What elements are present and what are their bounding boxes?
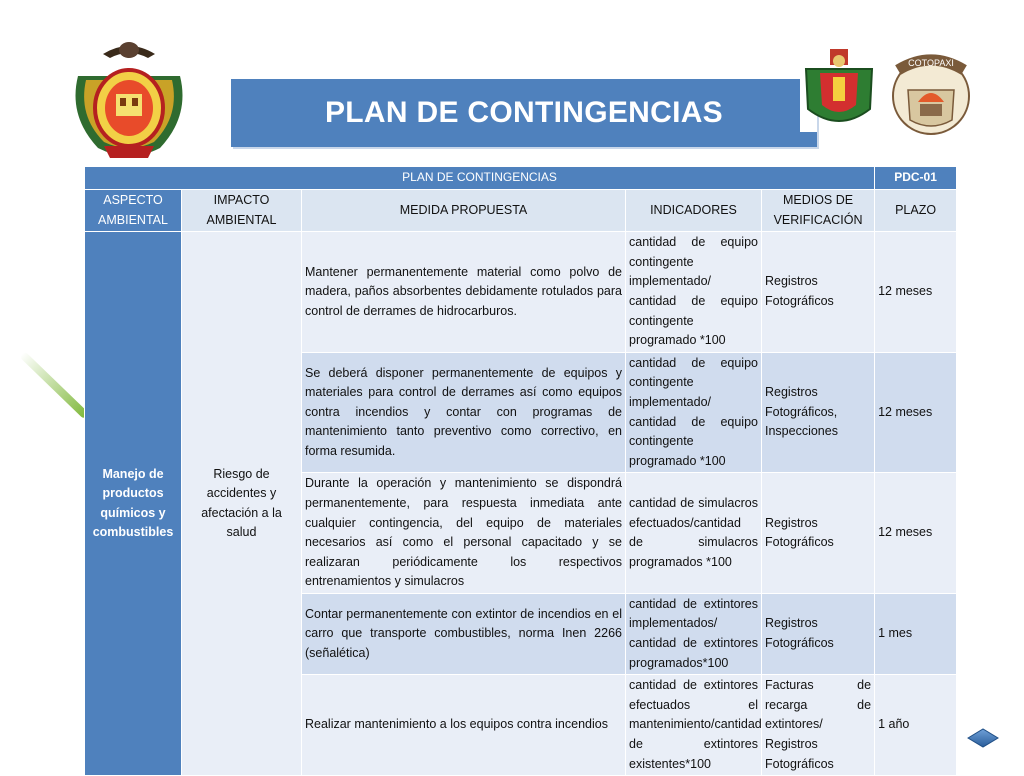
col-header-impacto: IMPACTO AMBIENTAL bbox=[182, 190, 302, 232]
table-title-row bbox=[85, 167, 957, 190]
cotopaxi-banner-text: COTOPAXI bbox=[908, 58, 954, 68]
decorative-green-stroke bbox=[19, 351, 89, 419]
page-title: PLAN DE CONTINGENCIAS bbox=[325, 96, 723, 129]
cotopaxi-seal-logo bbox=[890, 50, 972, 136]
col-header-indicadores: INDICADORES bbox=[626, 190, 762, 232]
aspecto-value: Manejo de productos químicos y combustibles bbox=[85, 232, 182, 776]
medida-cell: Mantener permanentemente material como polvo de madera, paños absorbentes debidamente rotulados para control de derrames de hidrocarburos. bbox=[302, 232, 626, 353]
indicador-cell: cantidad de equipo contingente implementado/ cantidad de equipo contingente programado *100 bbox=[626, 352, 762, 473]
medios-cell: Registros Fotográficos, Inspecciones bbox=[762, 352, 875, 473]
table-row bbox=[85, 232, 957, 353]
table-code: PDC-01 bbox=[875, 167, 957, 190]
impacto-value: Riesgo de accidentes y afectación a la salud bbox=[182, 232, 302, 776]
plazo-cell: 1 año bbox=[875, 675, 957, 776]
col-header-aspecto: ASPECTO AMBIENTAL bbox=[85, 190, 182, 232]
indicador-cell: cantidad de equipo contingente implementado/ cantidad de equipo contingente programado *100 bbox=[626, 232, 762, 353]
plazo-cell: 12 meses bbox=[875, 352, 957, 473]
indicador-cell: cantidad de simulacros efectuados/cantidad de simulacros programados *100 bbox=[626, 473, 762, 594]
medios-cell: Facturas de recarga de extintores/ Registros Fotográficos bbox=[762, 675, 875, 776]
next-slide-button[interactable] bbox=[966, 728, 1000, 748]
indicador-cell: cantidad de extintores efectuados el mantenimiento/cantidad de extintores existentes*100 bbox=[626, 675, 762, 776]
table-title: PLAN DE CONTINGENCIAS bbox=[85, 167, 875, 190]
province-coat-of-arms-logo bbox=[58, 36, 200, 164]
medida-cell: Contar permanentemente con extintor de incendios en el carro que transporte combustibles, norma Inen 2266 (señalética) bbox=[302, 593, 626, 674]
page-title-bar bbox=[231, 79, 817, 147]
medios-cell: Registros Fotográficos bbox=[762, 232, 875, 353]
medida-cell: Durante la operación y mantenimiento se dispondrá permanentemente, para respuesta inmediata ante cualquier contingencia, del equipo de materiales necesarios así como el personal capacitado y se realizaran periódicamente los respectivos entrenamientos y simulacros bbox=[302, 473, 626, 594]
medios-cell: Registros Fotográficos bbox=[762, 473, 875, 594]
medida-cell: Se deberá disponer permanentemente de equipos y materiales para control de derrames así como equipos contra incendios y contar con programas de mantenimiento tanto preventivo como correctivo, en forma resumida. bbox=[302, 352, 626, 473]
column-header-row bbox=[85, 190, 957, 232]
municipal-shield-logo bbox=[800, 47, 878, 133]
plazo-cell: 1 mes bbox=[875, 593, 957, 674]
plazo-cell: 12 meses bbox=[875, 473, 957, 594]
plazo-cell: 12 meses bbox=[875, 232, 957, 353]
indicador-cell: cantidad de extintores implementados/ cantidad de extintores programados*100 bbox=[626, 593, 762, 674]
medida-cell: Realizar mantenimiento a los equipos contra incendios bbox=[302, 675, 626, 776]
medios-cell: Registros Fotográficos bbox=[762, 593, 875, 674]
col-header-medida: MEDIDA PROPUESTA bbox=[302, 190, 626, 232]
col-header-plazo: PLAZO bbox=[875, 190, 957, 232]
contingency-plan-table bbox=[84, 166, 957, 776]
col-header-medios: MEDIOS DE VERIFICACIÓN bbox=[762, 190, 875, 232]
